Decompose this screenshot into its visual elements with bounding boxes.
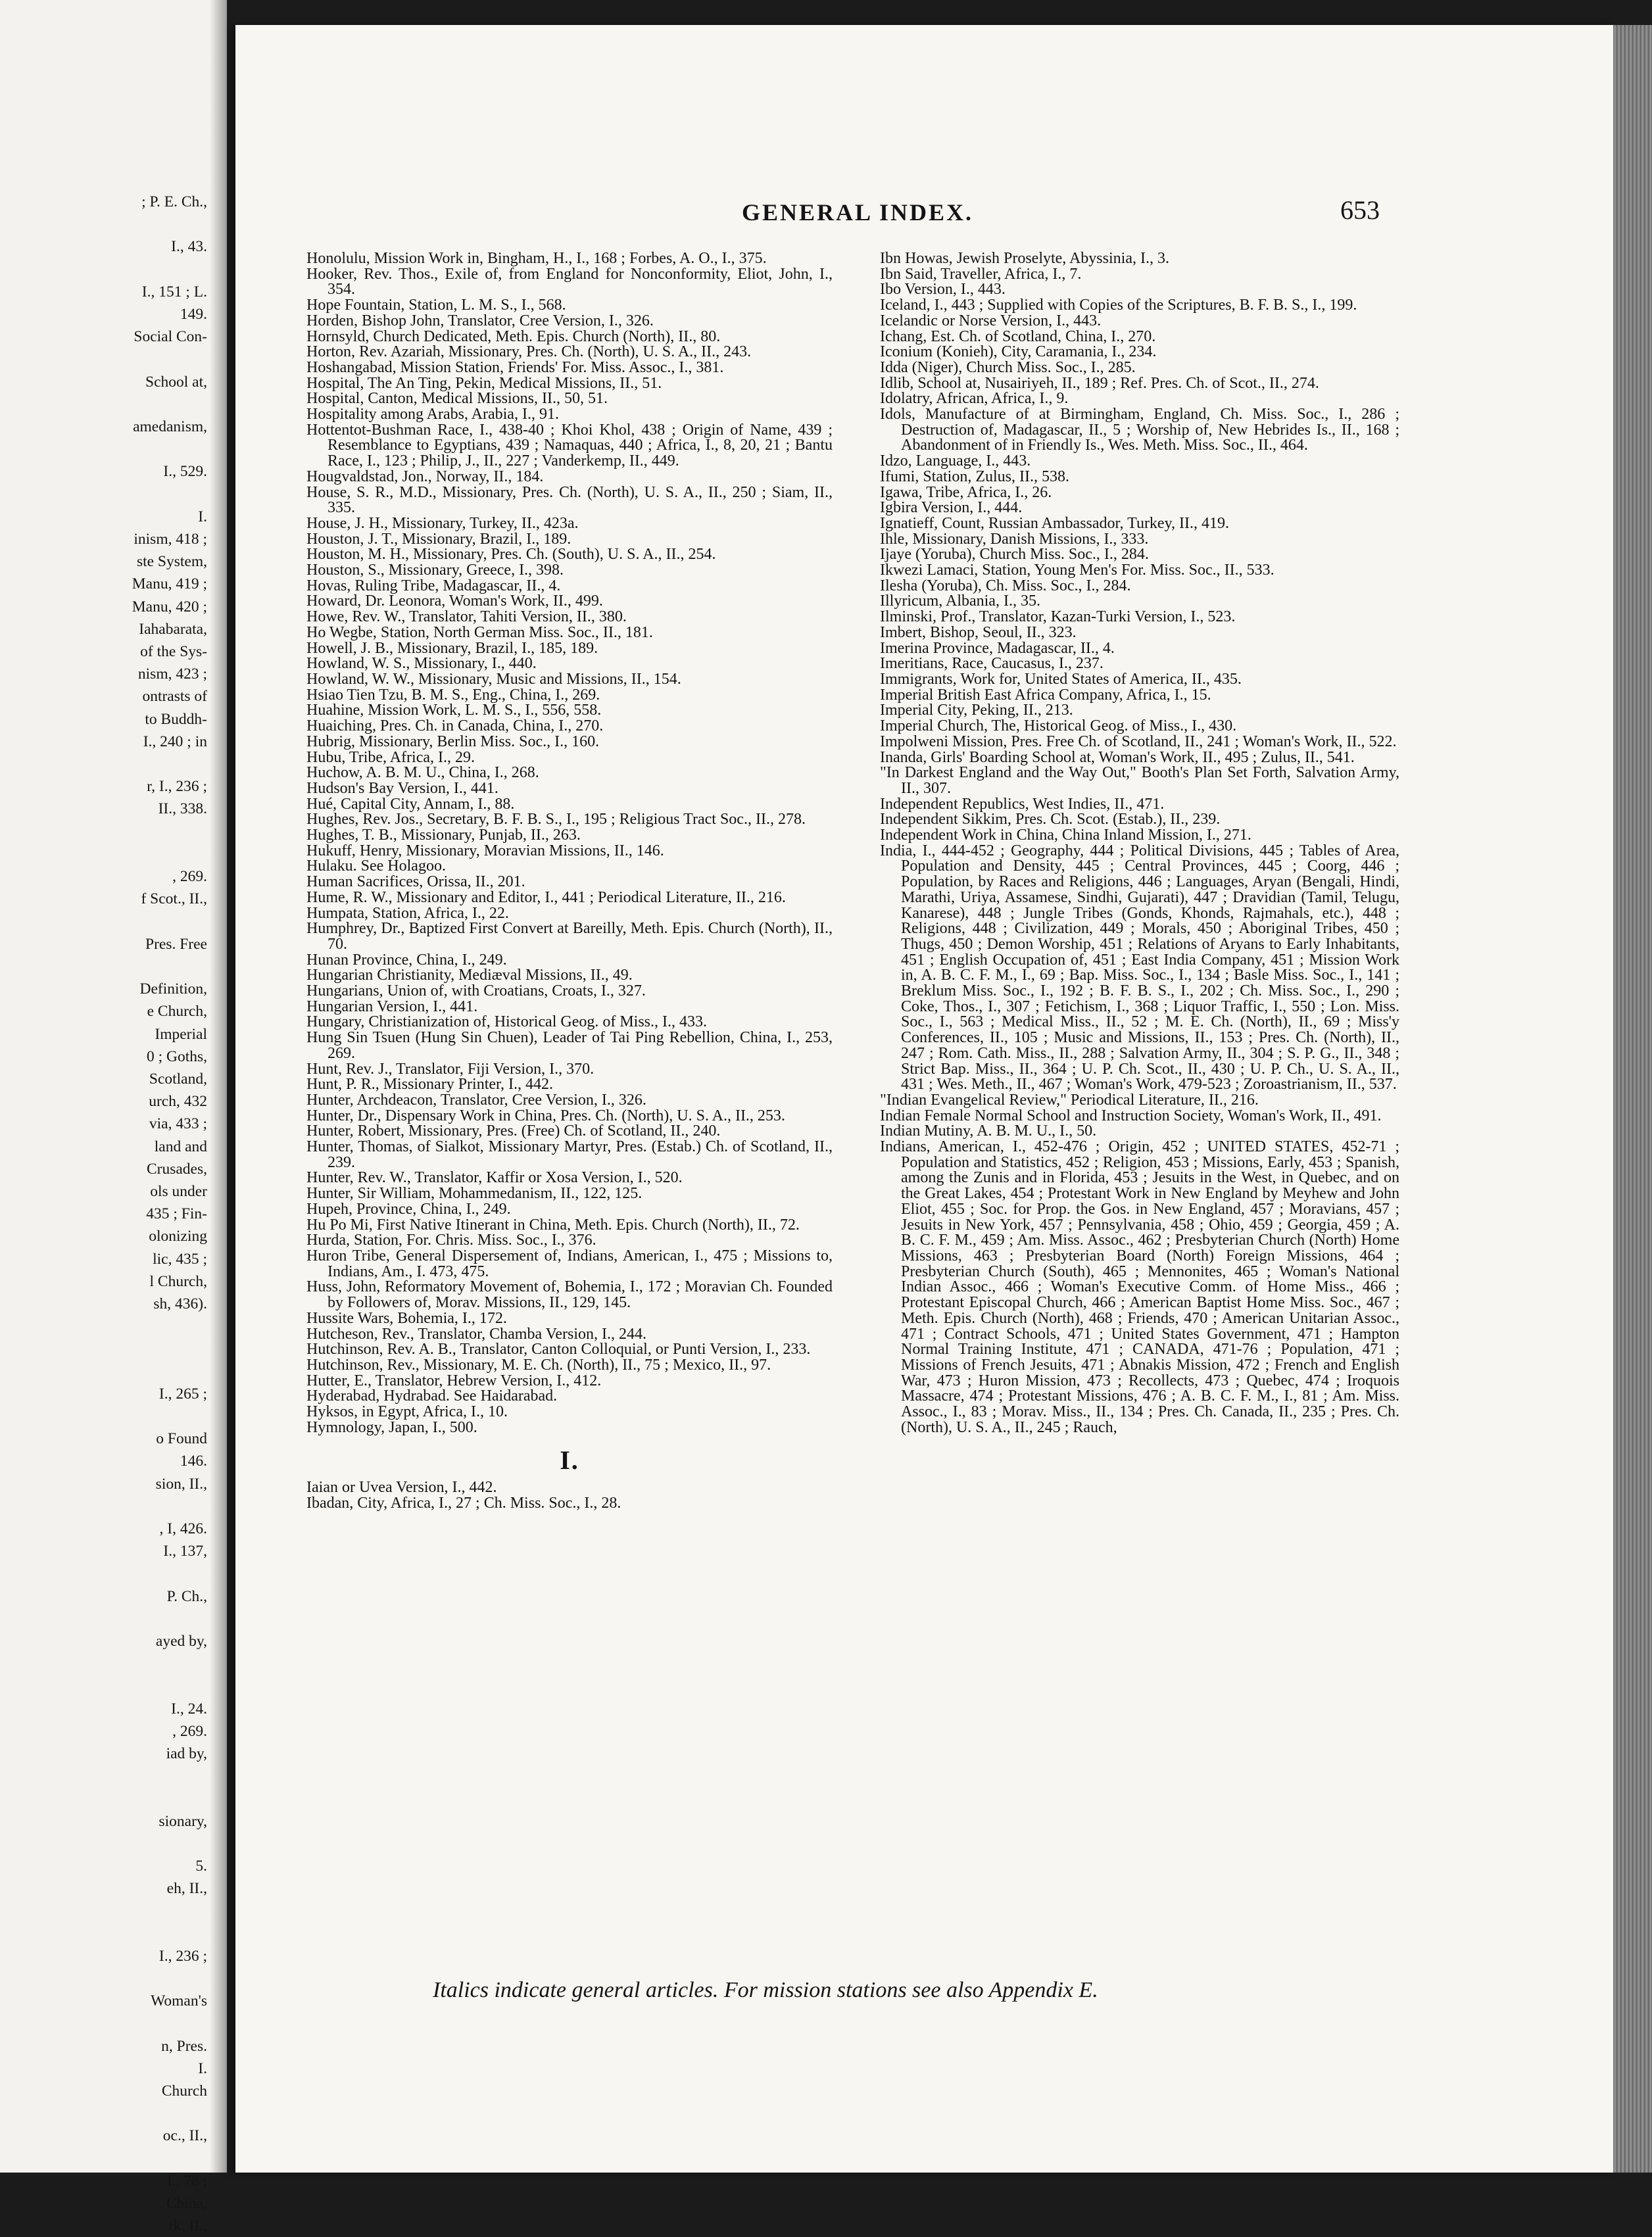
index-entry: Hung Sin Tsuen (Hung Sin Chuen), Leader of Tai Ping Rebellion, China, I., 253, 269. bbox=[306, 1029, 833, 1062]
index-entry: Huahine, Mission Work, L. M. S., I., 556, 558. bbox=[306, 702, 602, 719]
index-entry: Hume, R. W., Missionary and Editor, I., 441 ; Periodical Literature, II., 216. bbox=[306, 888, 786, 906]
index-entry: Huchow, A. B. M. U., China, I., 268. bbox=[306, 764, 539, 782]
index-entry: Hubrig, Missionary, Berlin Miss. Soc., I., 160. bbox=[306, 733, 600, 750]
entry-list-left-after bbox=[306, 1480, 833, 1511]
index-entry: Iconium (Konieh), City, Caramania, I., 234. bbox=[880, 343, 1157, 361]
index-entry: Honolulu, Mission Work in, Bingham, H., I., 168 ; Forbes, A. O., I., 375. bbox=[306, 250, 767, 267]
index-entry: Ifumi, Station, Zulus, II., 538. bbox=[880, 468, 1069, 485]
index-entry: Hutchinson, Rev., Missionary, M. E. Ch. (North), II., 75 ; Mexico, II., 97. bbox=[306, 1356, 771, 1374]
index-entry: Hurda, Station, For. Chris. Miss. Soc., I., 376. bbox=[306, 1232, 596, 1249]
index-entry: Ijaye (Yoruba), Church Miss. Soc., I., 284. bbox=[880, 546, 1149, 564]
page-number: 653 bbox=[1340, 195, 1380, 225]
index-page bbox=[235, 25, 1613, 2173]
index-entry: "Indian Evangelical Review," Periodical Literature, II., 216. bbox=[880, 1091, 1259, 1109]
index-entry: Hornsyld, Church Dedicated, Meth. Epis. Church (North), II., 80. bbox=[306, 327, 721, 345]
index-entry: Hottentot-Bushman Race, I., 438-40 ; Khoi Khol, 438 ; Origin of Name, 439 ; Resemblance to Egyptians, 439 ; Namaquas, 440 ; Africa, I., 8, 20, 21 ; Bantu Race, I., 123 ; Philip, J., II., 227 ; Vanderkemp, II., 449. bbox=[306, 421, 833, 470]
page-stack-edge bbox=[1613, 25, 1652, 2173]
index-entry: Hukuff, Henry, Missionary, Moravian Missions, II., 146. bbox=[306, 842, 664, 859]
index-entry: Immigrants, Work for, United States of America, II., 435. bbox=[880, 670, 1242, 688]
index-entry: Hospital, Canton, Medical Missions, II., 50, 51. bbox=[306, 390, 608, 408]
index-entry: Hunt, P. R., Missionary Printer, I., 442. bbox=[306, 1076, 554, 1094]
index-entry: Ibadan, City, Africa, I., 27 ; Ch. Miss. Soc., I., 28. bbox=[306, 1494, 621, 1512]
index-entry: Hunter, Dr., Dispensary Work in China, Pres. Ch. (North), U. S. A., II., 253. bbox=[306, 1107, 785, 1124]
index-entry: Independent Sikkim, Pres. Ch. Scot. (Estab.), II., 239. bbox=[880, 811, 1221, 829]
footer-note: Italics indicate general articles. For mission stations see also Appendix E. bbox=[433, 1978, 1098, 2002]
index-entry: Inanda, Girls' Boarding School at, Woman's Work, II., 495 ; Zulus, II., 541. bbox=[880, 748, 1355, 766]
index-entry: Hughes, T. B., Missionary, Punjab, II., 263. bbox=[306, 827, 581, 844]
index-entry: Idolatry, African, Africa, I., 9. bbox=[880, 390, 1069, 408]
index-entry: Ilminski, Prof., Translator, Kazan-Turki Version, I., 523. bbox=[880, 608, 1236, 626]
index-entry: Hooker, Rev. Thos., Exile of, from England for Nonconformity, Eliot, John, I., 354. bbox=[306, 265, 833, 299]
index-entry: Horden, Bishop John, Translator, Cree Version, I., 326. bbox=[306, 312, 654, 329]
index-entry: Idda (Niger), Church Miss. Soc., I., 285. bbox=[880, 358, 1136, 376]
index-entry: Independent Work in China, China Inland Mission, I., 271. bbox=[880, 827, 1251, 844]
index-entry: Imeritians, Race, Caucasus, I., 237. bbox=[880, 655, 1104, 673]
section-letter-heading: I. bbox=[560, 1445, 579, 1476]
index-entry: Ikwezi Lamaci, Station, Young Men's For. Miss. Soc., II., 533. bbox=[880, 562, 1275, 579]
index-entry: Hudson's Bay Version, I., 441. bbox=[306, 779, 498, 797]
index-column-right bbox=[880, 251, 1399, 1435]
index-entry: Hupeh, Province, China, I., 249. bbox=[306, 1200, 511, 1218]
index-entry: Huss, John, Reformatory Movement of, Bohemia, I., 172 ; Moravian Ch. Founded by Followers of, Morav. Missions, II., 129, 145. bbox=[306, 1278, 833, 1312]
index-entry: Hubu, Tribe, Africa, I., 29. bbox=[306, 748, 475, 766]
index-entry: Howland, W. W., Missionary, Music and Missions, II., 154. bbox=[306, 670, 681, 688]
index-entry: Ibn Said, Traveller, Africa, I., 7. bbox=[880, 265, 1082, 283]
index-entry: Hungary, Christianization of, Historical Geog. of Miss., I., 433. bbox=[306, 1013, 708, 1031]
entry-list-left bbox=[306, 251, 833, 1435]
index-entry: Ibn Howas, Jewish Proselyte, Abyssinia, I., 3. bbox=[880, 250, 1169, 267]
index-entry: Houston, J. T., Missionary, Brazil, I., 189. bbox=[306, 530, 571, 548]
index-entry: Howard, Dr. Leonora, Woman's Work, II., 499. bbox=[306, 592, 603, 610]
index-entry: Hope Fountain, Station, L. M. S., I., 568. bbox=[306, 297, 566, 314]
index-entry: Illyricum, Albania, I., 35. bbox=[880, 592, 1040, 610]
index-entry: Hsiao Tien Tzu, B. M. S., Eng., China, I., 269. bbox=[306, 686, 600, 704]
index-entry: House, S. R., M.D., Missionary, Pres. Ch. (North), U. S. A., II., 250 ; Siam, II., 335. bbox=[306, 483, 833, 517]
index-entry: Hutter, E., Translator, Hebrew Version, I., 412. bbox=[306, 1372, 602, 1389]
index-entry: Imperial Church, The, Historical Geog. of Miss., I., 430. bbox=[880, 717, 1237, 735]
index-entry: Hutcheson, Rev., Translator, Chamba Version, I., 244. bbox=[306, 1325, 646, 1343]
index-entry: Hoshangabad, Mission Station, Friends' For. Miss. Assoc., I., 381. bbox=[306, 358, 724, 376]
index-entry: Ilesha (Yoruba), Ch. Miss. Soc., I., 284. bbox=[880, 577, 1131, 594]
index-entry: Indian Mutiny, A. B. M. U., I., 50. bbox=[880, 1122, 1097, 1140]
index-entry: Hunter, Robert, Missionary, Pres. (Free) Ch. of Scotland, II., 240. bbox=[306, 1122, 721, 1140]
index-entry: Hughes, Rev. Jos., Secretary, B. F. B. S., I., 195 ; Religious Tract Soc., II., 278. bbox=[306, 811, 806, 829]
index-entry: Hyksos, in Egypt, Africa, I., 10. bbox=[306, 1403, 508, 1421]
index-entry: Huron Tribe, General Dispersement of, Indians, American, I., 475 ; Missions to, Indians, Am., I. 473, 475. bbox=[306, 1247, 833, 1280]
index-entry: Howell, J. B., Missionary, Brazil, I., 185, 189. bbox=[306, 639, 598, 657]
index-entry: Huaiching, Pres. Ch. in Canada, China, I., 270. bbox=[306, 717, 604, 735]
index-entry: Hunter, Rev. W., Translator, Kaffir or Xosa Version, I., 520. bbox=[306, 1169, 683, 1187]
index-entry: Imperial British East Africa Company, Africa, I., 15. bbox=[880, 686, 1211, 704]
index-column-left bbox=[306, 251, 833, 1512]
index-entry: Imerina Province, Madagascar, II., 4. bbox=[880, 639, 1115, 657]
index-entry: Hungarians, Union of, with Croatians, Croats, I., 327. bbox=[306, 982, 646, 1000]
index-entry: Hungarian Christianity, Mediæval Missions, II., 49. bbox=[306, 967, 633, 984]
index-entry: Hu Po Mi, First Native Itinerant in China, Meth. Epis. Church (North), II., 72. bbox=[306, 1216, 800, 1234]
index-entry: Hunt, Rev. J., Translator, Fiji Version, I., 370. bbox=[306, 1060, 595, 1078]
index-entry: Hungarian Version, I., 441. bbox=[306, 998, 478, 1015]
index-entry: Hospitality among Arabs, Arabia, I., 91. bbox=[306, 406, 559, 423]
index-entry: Hospital, The An Ting, Pekin, Medical Missions, II., 51. bbox=[306, 374, 662, 392]
index-entry: Houston, M. H., Missionary, Pres. Ch. (South), U. S. A., II., 254. bbox=[306, 546, 716, 564]
index-entry: Humpata, Station, Africa, I., 22. bbox=[306, 904, 509, 922]
previous-page-text: ; P. E. Ch., I., 43. I., 151 ; L. 149. Social Con- School at, amedanism, I., 529. I. inism, 418 ; ste System, Manu, 419 ; Manu, 420 ; Iahabarata, of the Sys- nism, 423 ; ontrasts of to Buddh- I., 240 ; in r, I., 236 ; II., 338. , 269. f Scot., II., Pres. Free Definition, e Church, Imperial 0 ; Goths, Scotland, urch, 432 via, 433 ; land and Crusades, ols under 435 ; Fin- olonizing lic, 435 ; l Church, sh, 436). I., 265 ; o Found 146. sion, II., , I, 426. I., 137, P. Ch., ayed by, I., 24. , 269. iad by, sionary, 5. eh, II., I., 236 ; Woman's n, Pres. I. Church oc., II., I., 78 ; China, rk, II., bbox=[132, 193, 207, 2235]
index-entry: Human Sacrifices, Orissa, II., 201. bbox=[306, 873, 525, 891]
index-entry: Hovas, Ruling Tribe, Madagascar, II., 4. bbox=[306, 577, 561, 594]
index-entry: Igawa, Tribe, Africa, I., 26. bbox=[880, 483, 1052, 501]
index-entry: Ichang, Est. Ch. of Scotland, China, I., 270. bbox=[880, 327, 1156, 345]
index-entry: Horton, Rev. Azariah, Missionary, Pres. Ch. (North), U. S. A., II., 243. bbox=[306, 343, 752, 361]
running-head bbox=[235, 178, 1613, 226]
index-entry: Hyderabad, Hydrabad. See Haidarabad. bbox=[306, 1387, 558, 1405]
gutter-shadow bbox=[210, 0, 227, 2173]
page-title: GENERAL INDEX. bbox=[742, 199, 974, 226]
index-entry: Imbert, Bishop, Seoul, II., 323. bbox=[880, 623, 1077, 641]
index-entry: Idzo, Language, I., 443. bbox=[880, 452, 1031, 470]
index-entry: Ihle, Missionary, Danish Missions, I., 333. bbox=[880, 530, 1149, 548]
entry-list-right bbox=[880, 251, 1399, 1435]
index-entry: Hulaku. See Holagoo. bbox=[306, 857, 446, 875]
index-entry: Idols, Manufacture of at Birmingham, England, Ch. Miss. Soc., I., 286 ; Destruction of, Madagascar, II., 5 ; Worship of, New Hebrides Is., II., 168 ; Abandonment of in Friendly Is., Wes. Meth. Miss. Soc., II., 464. bbox=[880, 406, 1399, 454]
index-entry: Howe, Rev. W., Translator, Tahiti Version, II., 380. bbox=[306, 608, 627, 626]
previous-page-sliver bbox=[0, 0, 227, 2235]
index-entry: Ho Wegbe, Station, North German Miss. Soc., II., 181. bbox=[306, 623, 653, 641]
index-entry: Hymnology, Japan, I., 500. bbox=[306, 1418, 477, 1436]
index-entry: Hué, Capital City, Annam, I., 88. bbox=[306, 795, 515, 813]
index-entry: Humphrey, Dr., Baptized First Convert at Bareilly, Meth. Epis. Church (North), II., 70. bbox=[306, 920, 833, 953]
index-entry: Houston, S., Missionary, Greece, I., 398. bbox=[306, 562, 564, 579]
index-entry: Hunter, Thomas, of Sialkot, Missionary Martyr, Pres. (Estab.) Ch. of Scotland, II., 239. bbox=[306, 1138, 833, 1171]
index-entry: Iaian or Uvea Version, I., 442. bbox=[306, 1479, 497, 1497]
index-entry: Indian Female Normal School and Instruction Society, Woman's Work, II., 491. bbox=[880, 1107, 1382, 1124]
index-entry: Independent Republics, West Indies, II., 471. bbox=[880, 795, 1165, 813]
index-entry: Hutchinson, Rev. A. B., Translator, Canton Colloquial, or Punti Version, I., 233. bbox=[306, 1341, 811, 1359]
index-entry: House, J. H., Missionary, Turkey, II., 423a. bbox=[306, 514, 579, 532]
index-entry: Ignatieff, Count, Russian Ambassador, Turkey, II., 419. bbox=[880, 514, 1230, 532]
index-entry: Hunter, Archdeacon, Translator, Cree Version, I., 326. bbox=[306, 1091, 646, 1109]
index-entry: Hougvaldstad, Jon., Norway, II., 184. bbox=[306, 468, 544, 485]
index-entry: "In Darkest England and the Way Out," Booth's Plan Set Forth, Salvation Army, II., 307. bbox=[880, 764, 1399, 797]
index-entry: Howland, W. S., Missionary, I., 440. bbox=[306, 655, 537, 673]
index-entry: Idlib, School at, Nusairiyeh, II., 189 ; Ref. Pres. Ch. of Scot., II., 274. bbox=[880, 374, 1319, 392]
index-entry: Ibo Version, I., 443. bbox=[880, 281, 1006, 299]
index-entry: Indians, American, I., 452-476 ; Origin, 452 ; UNITED STATES, 452-71 ; Population and Statistics, 452 ; Religion, 453 ; Missions, Early, 453 ; Spanish, among the Zunis and in Florida, 453 ; Jesuits in the West, in Quebec, and on the Great Lakes, 454 ; Protestant Work in New England by Meyhew and John Eliot, 455 ; Soc. for Prop. the Gos. in New England, 457 ; Moravians, 457 ; Jesuits in New York, 457 ; Pennsylvania, 458 ; Ohio, 459 ; Georgia, 459 ; A. B. C. F. M., 459 ; Am. Miss. Assoc., 462 ; Presbyterian Church (North) Home Missions, 463 ; Presbyterian Board (North) Foreign Missions, 464 ; Presbyterian Church (South), 465 ; Mennonites, 465 ; Woman's National Indian Assoc., 466 ; Woman's Executive Comm. of Home Miss., 466 ; Protestant Episcopal Church, 466 ; American Baptist Home Miss. Soc., 467 ; Meth. Epis. Church (North), 468 ; Friends, 470 ; American Unitarian Assoc., 471 ; Contract Schools, 471 ; United States Government, 471 ; Hampton Normal Training Institute, 471 ; CANADA, 471-76 ; Population, 471 ; Missions of French Jesuits, 471 ; Abnakis Mission, 472 ; French and English War, 473 ; Huron Mission, 473 ; Recollects, 473 ; Quebec, 474 ; Iroquois Massacre, 474 ; Protestant Missions, 476 ; A. B. C. F. M., I., 81 ; Am. Miss. Assoc., I., 83 ; Morav. Miss., II., 134 ; Pres. Ch. Canada, II., 235 ; Pres. Ch. (North), U. S. A., II., 245 ; Rauch, bbox=[880, 1138, 1399, 1436]
index-entry: Igbira Version, I., 444. bbox=[880, 499, 1023, 517]
index-entry: Hunan Province, China, I., 249. bbox=[306, 951, 507, 969]
index-entry: Hussite Wars, Bohemia, I., 172. bbox=[306, 1309, 507, 1327]
index-entry: Iceland, I., 443 ; Supplied with Copies of the Scriptures, B. F. B. S., I., 199. bbox=[880, 297, 1357, 314]
index-entry: Imperial City, Peking, II., 213. bbox=[880, 702, 1073, 719]
index-entry: Icelandic or Norse Version, I., 443. bbox=[880, 312, 1102, 329]
index-entry: Impolweni Mission, Pres. Free Ch. of Scotland, II., 241 ; Woman's Work, II., 522. bbox=[880, 733, 1397, 750]
index-entry: Hunter, Sir William, Mohammedanism, II., 122, 125. bbox=[306, 1185, 643, 1203]
index-entry: India, I., 444-452 ; Geography, 444 ; Political Divisions, 445 ; Tables of Area, Population and Density, 445 ; Central Provinces, 445 ; Coorg, 446 ; Population, by Races and Religions, 446 ; Languages, Aryan (Bengali, Hindi, Marathi, Uriya, Assamese, Sindhi, Gujarati), 447 ; Dravidian (Tamil, Telugu, Kanarese), 448 ; Jungle Tribes (Gonds, Khonds, Rajmahals, etc.), 448 ; Religions, 448 ; Civilization, 449 ; Morals, 450 ; Aboriginal Tribes, 450 ; Thugs, 450 ; Demon Worship, 451 ; Relations of Aryans to Early Inhabitants, 451 ; English Occupation of, 451 ; East India Company, 451 ; Mission Work in, A. B. C. F. M., I., 69 ; Bap. Miss. Soc., I., 134 ; Basle Miss. Soc., I., 141 ; Breklum Miss. Soc., I., 192 ; B. F. B. S., I., 202 ; Ch. Miss. Soc., I., 290 ; Coke, Thos., I., 307 ; Fetichism, I., 368 ; Liquor Traffic, I., 550 ; Lon. Miss. Soc., I., 563 ; Medical Miss., II., 52 ; M. E. Ch. (North), II., 69 ; Miss'y Conferences, II., 105 ; Music and Missions, II., 153 ; Pres. Ch. (North), II., 247 ; Rom. Cath. Miss., II., 288 ; Salvation Army, II., 304 ; S. P. G., II., 348 ; Strict Bap. Miss., II., 364 ; U. P. Ch. Scot., II., 430 ; U. P. Ch., U. S. A., II., 431 ; Wes. Meth., II., 467 ; Woman's Work, 479-523 ; Zoroastrianism, II., 537. bbox=[880, 842, 1399, 1094]
